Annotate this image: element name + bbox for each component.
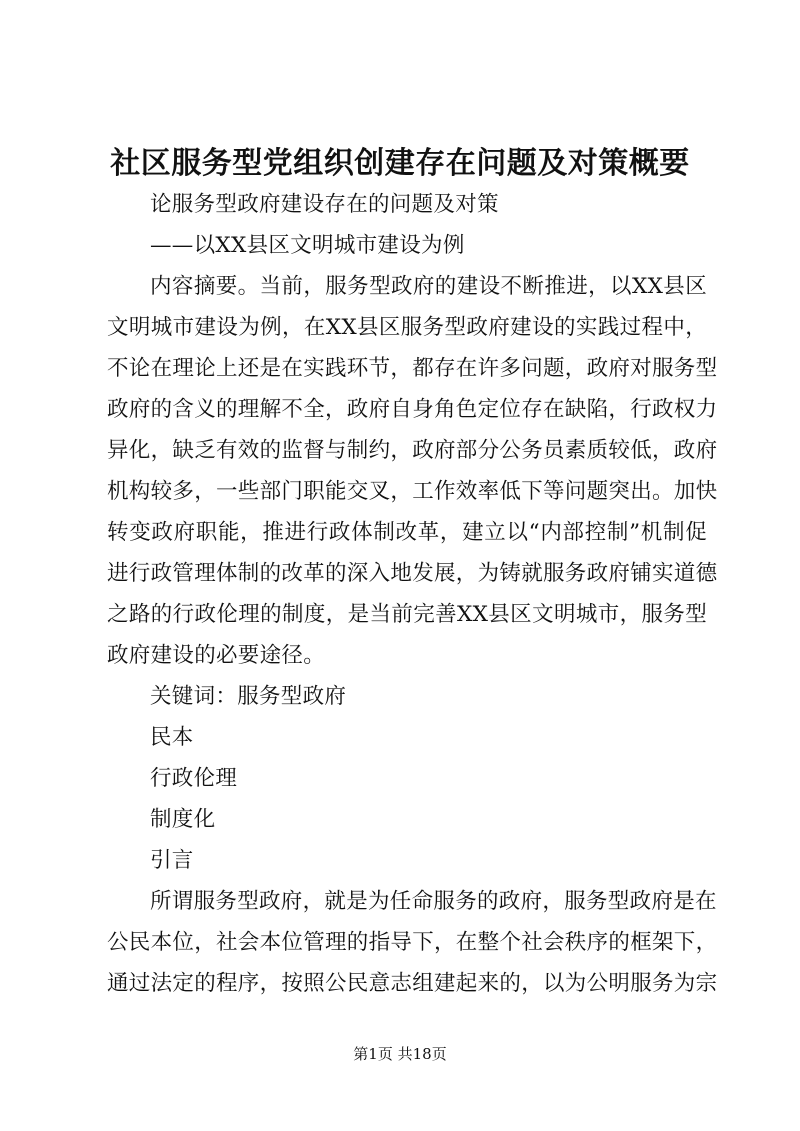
abstract-line: 进行政管理体制的改革的深入地发展，为铸就服务政府铺实道德: [107, 561, 718, 586]
page-footer: 第1页 共18页: [353, 1045, 447, 1063]
abstract-line: 机构较多，一些部门职能交叉，工作效率低下等问题突出。加快: [107, 479, 718, 504]
subtitle-line: 论服务型政府建设存在的问题及对策: [150, 192, 499, 217]
abstract-line: 文明城市建设为例，在XX县区服务型政府建设的实践过程中，: [107, 315, 707, 340]
abstract-line: 转变政府职能，推进行政体制改革，建立以“内部控制”机制促: [107, 520, 707, 545]
abstract-line: 异化，缺乏有效的监督与制约，政府部分公务员素质较低，政府: [107, 438, 718, 463]
abstract-line: 内容摘要。当前，服务型政府的建设不断推进，以XX县区: [150, 274, 707, 299]
keywords-line: 关键词：服务型政府: [150, 684, 347, 709]
abstract-line: 不论在理论上还是在实践环节，都存在许多问题，政府对服务型: [107, 356, 718, 381]
abstract-line: 政府建设的必要途径。: [107, 643, 326, 668]
subtitle-line: ——以XX县区文明城市建设为例: [150, 233, 465, 258]
body-line: 公民本位，社会本位管理的指导下，在整个社会秩序的框架下，: [107, 930, 718, 955]
abstract-line: 政府的含义的理解不全，政府自身角色定位存在缺陷，行政权力: [107, 397, 718, 422]
keyword-item: 制度化: [150, 807, 216, 832]
body-line: 所谓服务型政府，就是为任命服务的政府，服务型政府是在: [150, 889, 717, 914]
keyword-item: 民本: [150, 725, 194, 750]
document-title: 社区服务型党组织创建存在问题及对策概要: [110, 146, 690, 181]
abstract-line: 之路的行政伦理的制度，是当前完善XX县区文明城市，服务型: [107, 602, 707, 627]
section-heading: 引言: [150, 848, 194, 873]
keyword-item: 行政伦理: [150, 766, 238, 791]
body-line: 通过法定的程序，按照公民意志组建起来的，以为公明服务为宗: [107, 971, 718, 996]
